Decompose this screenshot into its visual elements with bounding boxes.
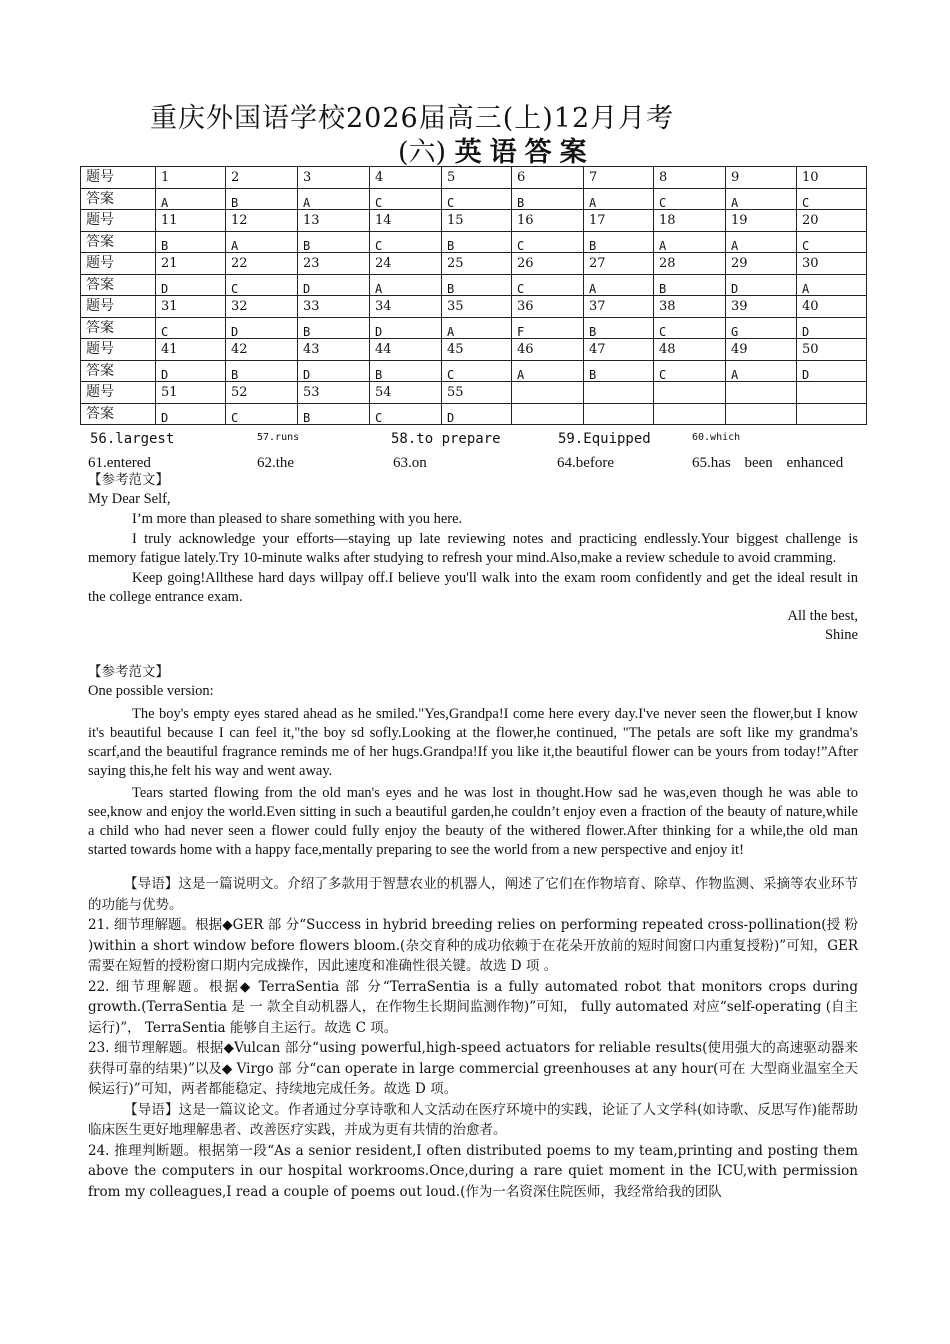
- question-number-cell: 41: [156, 339, 226, 361]
- answer-cell: C: [442, 360, 512, 382]
- answer-cell: C: [226, 274, 298, 296]
- answer-row: [81, 403, 867, 425]
- essay-two-heading: 【参考范文】: [88, 664, 169, 680]
- essay-one: [88, 471, 858, 645]
- question-number-cell: 53: [298, 382, 370, 404]
- question-number-cell: 35: [442, 296, 512, 318]
- question-explanation: 21. 细节理解题。根据◆GER 部 分“Success in hybrid breeding relies on performing repeated cross-pollination(授 粉 )within a short window before flowers bloom.(杂交育种的成功依赖于在花朵开放前的短时间窗口内重复授粉)”可知，GER 需要在短暂的授粉窗口期内完成操作，因此速度和准确性很关键。故选 D 项 。: [88, 917, 858, 974]
- question-number-row: [81, 167, 867, 189]
- answer-cell: C: [654, 188, 726, 210]
- question-number-cell: 30: [797, 253, 867, 275]
- answer-cell: A: [654, 231, 726, 253]
- question-number-cell: [584, 382, 654, 404]
- question-number-cell: 22: [226, 253, 298, 275]
- question-number-cell: 23: [298, 253, 370, 275]
- question-number-cell: 27: [584, 253, 654, 275]
- question-number-cell: 28: [654, 253, 726, 275]
- question-number-row: [81, 253, 867, 275]
- answer-cell: [654, 403, 726, 425]
- question-number-cell: 21: [156, 253, 226, 275]
- question-number-row: [81, 382, 867, 404]
- answer-cell: C: [797, 231, 867, 253]
- question-number-cell: 43: [298, 339, 370, 361]
- question-number-cell: [512, 382, 584, 404]
- answer-cell: B: [226, 360, 298, 382]
- question-number-cell: 40: [797, 296, 867, 318]
- answer-cell: D: [156, 360, 226, 382]
- answer-cell: D: [156, 274, 226, 296]
- answer-cell: B: [442, 231, 512, 253]
- answer-cell: [726, 403, 797, 425]
- question-number-row: [81, 296, 867, 318]
- question-number-cell: 10: [797, 167, 867, 189]
- guide-text: 【导语】这是一篇议论文。作者通过分享诗歌和人文活动在医疗环境中的实践，论证了人文学科(如诗歌、反思写作)能帮助临床医生更好地理解患者、改善医疗实践，并成为更有共情的治愈者。: [88, 1101, 858, 1138]
- question-number-cell: 1: [156, 167, 226, 189]
- essay-two-version: One possible version:: [88, 683, 214, 699]
- question-number-cell: 36: [512, 296, 584, 318]
- question-explanation: 23. 细节理解题。根据◆Vulcan 部分“using powerful,high-speed actuators for reliable results(使用强大的高速驱动器来获得可靠的结果)”以及◆ Virgo 部 分“can operate in large commercial greenhouses at any hour(可在 大型商业温室全天候运行)”可知，两者都能稳定、持续地完成任务。故选 D 项。: [88, 1040, 858, 1097]
- question-number-cell: 18: [654, 210, 726, 232]
- question-number-cell: 25: [442, 253, 512, 275]
- question-number-cell: 37: [584, 296, 654, 318]
- question-number-cell: 8: [654, 167, 726, 189]
- question-number-cell: [797, 382, 867, 404]
- answer-row: [81, 360, 867, 382]
- answer-cell: A: [584, 274, 654, 296]
- answer-cell: A: [512, 360, 584, 382]
- number-label: 题号: [81, 167, 156, 189]
- question-number-cell: 26: [512, 253, 584, 275]
- answer-label: 答案: [81, 403, 156, 425]
- essay-two: [88, 663, 858, 860]
- answer-cell: C: [442, 188, 512, 210]
- answer-cell: D: [298, 360, 370, 382]
- question-number-cell: 38: [654, 296, 726, 318]
- question-number-cell: 3: [298, 167, 370, 189]
- answer-cell: D: [442, 403, 512, 425]
- answer-cell: D: [797, 360, 867, 382]
- question-number-cell: 12: [226, 210, 298, 232]
- answer-cell: B: [298, 403, 370, 425]
- answer-cell: [797, 403, 867, 425]
- answer-cell: C: [512, 274, 584, 296]
- answer-cell: B: [226, 188, 298, 210]
- question-number-cell: 52: [226, 382, 298, 404]
- question-number-cell: 51: [156, 382, 226, 404]
- answer-cell: D: [370, 317, 442, 339]
- blank-64: 64.before: [557, 455, 615, 471]
- question-number-cell: [726, 382, 797, 404]
- answer-cell: A: [442, 317, 512, 339]
- number-label: 题号: [81, 253, 156, 275]
- blank-61: 61.entered: [88, 455, 151, 471]
- question-number-cell: 39: [726, 296, 797, 318]
- question-number-cell: 50: [797, 339, 867, 361]
- answer-cell: B: [442, 274, 512, 296]
- question-number-cell: 46: [512, 339, 584, 361]
- answer-cell: D: [156, 403, 226, 425]
- answer-cell: C: [512, 231, 584, 253]
- question-number-cell: 54: [370, 382, 442, 404]
- question-number-cell: 9: [726, 167, 797, 189]
- answer-label: 答案: [81, 360, 156, 382]
- number-label: 题号: [81, 210, 156, 232]
- question-number-cell: 29: [726, 253, 797, 275]
- essay-one-paragraph: Keep going!Allthese hard days willpay off.I believe you'll walk into the exam room confidently and get the ideal result in the college entrance exam.: [88, 570, 858, 605]
- question-number-cell: 11: [156, 210, 226, 232]
- answer-table: [80, 166, 867, 425]
- answer-cell: G: [726, 317, 797, 339]
- analysis-section: [88, 874, 858, 1202]
- question-explanation: 22. 细节理解题。根据◆ TerraSentia 部 分“TerraSentia is a fully automated robot that monitors crops during growth.(TerraSentia 是 一 款全自动机器人，在作物生长期间监测作物)”可知， fully automated 对应“self-operating (自主运行)”， TerraSentia 能够自主运行。故选 C 项。: [88, 978, 858, 1036]
- essay-two-paragraph: The boy's empty eyes stared ahead as he smiled."Yes,Grandpa!I come here every day.I've never seen the flower,but I know it's beautiful because I can feel it,"the boy sd sofly.Looking at the flower,he continued, "The petals are soft like my grandma's scarf,and the beautiful fragrance reminds me of her hugs.Grandpa!If you like it,the beautiful flower can be yours from today!”After saying this,he felt his way and went away.: [88, 706, 858, 779]
- number-label: 题号: [81, 382, 156, 404]
- question-number-cell: 47: [584, 339, 654, 361]
- blank-57: 57.runs: [257, 432, 300, 443]
- answer-label: 答案: [81, 231, 156, 253]
- answer-cell: B: [298, 317, 370, 339]
- question-number-cell: 15: [442, 210, 512, 232]
- answer-cell: D: [226, 317, 298, 339]
- answer-cell: B: [298, 231, 370, 253]
- answer-cell: B: [654, 274, 726, 296]
- guide-text: 【导语】这是一篇说明文。介绍了多款用于智慧农业的机器人，阐述了它们在作物培育、除草、作物监测、采摘等农业环节的功能与优势。: [88, 876, 858, 913]
- question-number-cell: 24: [370, 253, 442, 275]
- blank-65: 65.has been enhanced: [692, 455, 844, 471]
- question-number-cell: 45: [442, 339, 512, 361]
- answer-row: [81, 231, 867, 253]
- answer-cell: B: [584, 360, 654, 382]
- question-number-cell: 4: [370, 167, 442, 189]
- question-number-cell: 49: [726, 339, 797, 361]
- blank-59: 59.Equipped: [558, 431, 651, 447]
- answer-cell: B: [584, 231, 654, 253]
- question-number-cell: 34: [370, 296, 442, 318]
- blank-60: 60.which: [692, 432, 741, 443]
- blank-62: 62.the: [257, 455, 295, 471]
- question-number-cell: 32: [226, 296, 298, 318]
- question-number-cell: 44: [370, 339, 442, 361]
- question-number-cell: 31: [156, 296, 226, 318]
- blank-56: 56.largest: [90, 431, 175, 447]
- answer-cell: B: [156, 231, 226, 253]
- answer-cell: A: [298, 188, 370, 210]
- question-number-cell: 33: [298, 296, 370, 318]
- answer-row: [81, 274, 867, 296]
- blank-58: 58.to prepare: [391, 431, 501, 447]
- page-subtitle: [398, 130, 595, 169]
- answer-cell: C: [370, 188, 442, 210]
- question-number-cell: 14: [370, 210, 442, 232]
- question-number-cell: 48: [654, 339, 726, 361]
- question-number-row: [81, 339, 867, 361]
- answer-cell: C: [654, 317, 726, 339]
- answer-cell: C: [370, 403, 442, 425]
- blank-63: 63.on: [393, 455, 427, 471]
- answer-cell: B: [370, 360, 442, 382]
- page-title: 重庆外国语学校2026届高三(上)12月月考: [150, 103, 675, 134]
- answer-cell: A: [370, 274, 442, 296]
- question-number-cell: 55: [442, 382, 512, 404]
- answer-cell: C: [797, 188, 867, 210]
- answer-cell: D: [298, 274, 370, 296]
- answer-cell: A: [726, 188, 797, 210]
- question-number-cell: 42: [226, 339, 298, 361]
- answer-cell: B: [512, 188, 584, 210]
- question-number-cell: 20: [797, 210, 867, 232]
- answer-cell: A: [156, 188, 226, 210]
- question-number-cell: 2: [226, 167, 298, 189]
- answer-cell: F: [512, 317, 584, 339]
- essay-two-paragraph: Tears started flowing from the old man's eyes and he was lost in thought.How sad he was,even though he was able to see,know and enjoy the world.Even sitting in such a beautiful garden,he couldn’t enjoy even a fraction of the beauty of nature,while a child who had never seen a flower could fully enjoy the beauty of the withered flower.After thinking for a while,the old man started towards home with a happy face,mentally preparing to see the world from a new perspective and enjoy it!: [88, 785, 858, 858]
- question-number-cell: 17: [584, 210, 654, 232]
- essay-one-paragraph: I’m more than pleased to share something with you here.: [132, 511, 463, 527]
- answer-cell: [584, 403, 654, 425]
- number-label: 题号: [81, 296, 156, 318]
- answer-row: [81, 188, 867, 210]
- question-explanation: 24. 推理判断题。根据第一段“As a senior resident,I often distributed poems to my team,printing and posting them above the computers in our hospital workrooms.Once,during a rare quiet moment in the ICU,with permission from my colleagues,I read a couple of poems out loud.(作为一名资深住院医师，我经常给我的团队: [88, 1142, 858, 1200]
- answer-cell: A: [726, 360, 797, 382]
- essay-one-signature: Shine: [824, 627, 858, 643]
- question-number-row: [81, 210, 867, 232]
- question-number-cell: 16: [512, 210, 584, 232]
- question-number-cell: 5: [442, 167, 512, 189]
- essay-one-heading: 【参考范文】: [88, 472, 169, 488]
- question-number-cell: [654, 382, 726, 404]
- subtitle-prefix: (六): [398, 137, 447, 168]
- question-number-cell: 19: [726, 210, 797, 232]
- answer-cell: D: [797, 317, 867, 339]
- question-number-cell: 7: [584, 167, 654, 189]
- essay-one-paragraph: I truly acknowledge your efforts—staying up late reviewing notes and practicing endlessly.Your biggest challenge is memory fatigue lately.Try 10-minute walks after studying to refresh your mind.Also,make a review schedule to avoid cramming.: [88, 531, 858, 566]
- answer-cell: A: [226, 231, 298, 253]
- answer-cell: C: [370, 231, 442, 253]
- answer-cell: A: [584, 188, 654, 210]
- essay-one-salutation: My Dear Self,: [88, 491, 171, 507]
- essay-one-closing: All the best,: [787, 608, 858, 624]
- answer-cell: C: [226, 403, 298, 425]
- question-number-cell: 6: [512, 167, 584, 189]
- number-label: 题号: [81, 339, 156, 361]
- answer-row: [81, 317, 867, 339]
- answer-cell: C: [156, 317, 226, 339]
- answer-label: 答案: [81, 274, 156, 296]
- answer-cell: B: [584, 317, 654, 339]
- answer-cell: A: [797, 274, 867, 296]
- question-number-cell: 13: [298, 210, 370, 232]
- answer-cell: D: [726, 274, 797, 296]
- answer-cell: [512, 403, 584, 425]
- answer-cell: A: [726, 231, 797, 253]
- answer-cell: C: [654, 360, 726, 382]
- answer-label: 答案: [81, 317, 156, 339]
- subtitle-bold: 英语答案: [454, 137, 595, 168]
- answer-label: 答案: [81, 188, 156, 210]
